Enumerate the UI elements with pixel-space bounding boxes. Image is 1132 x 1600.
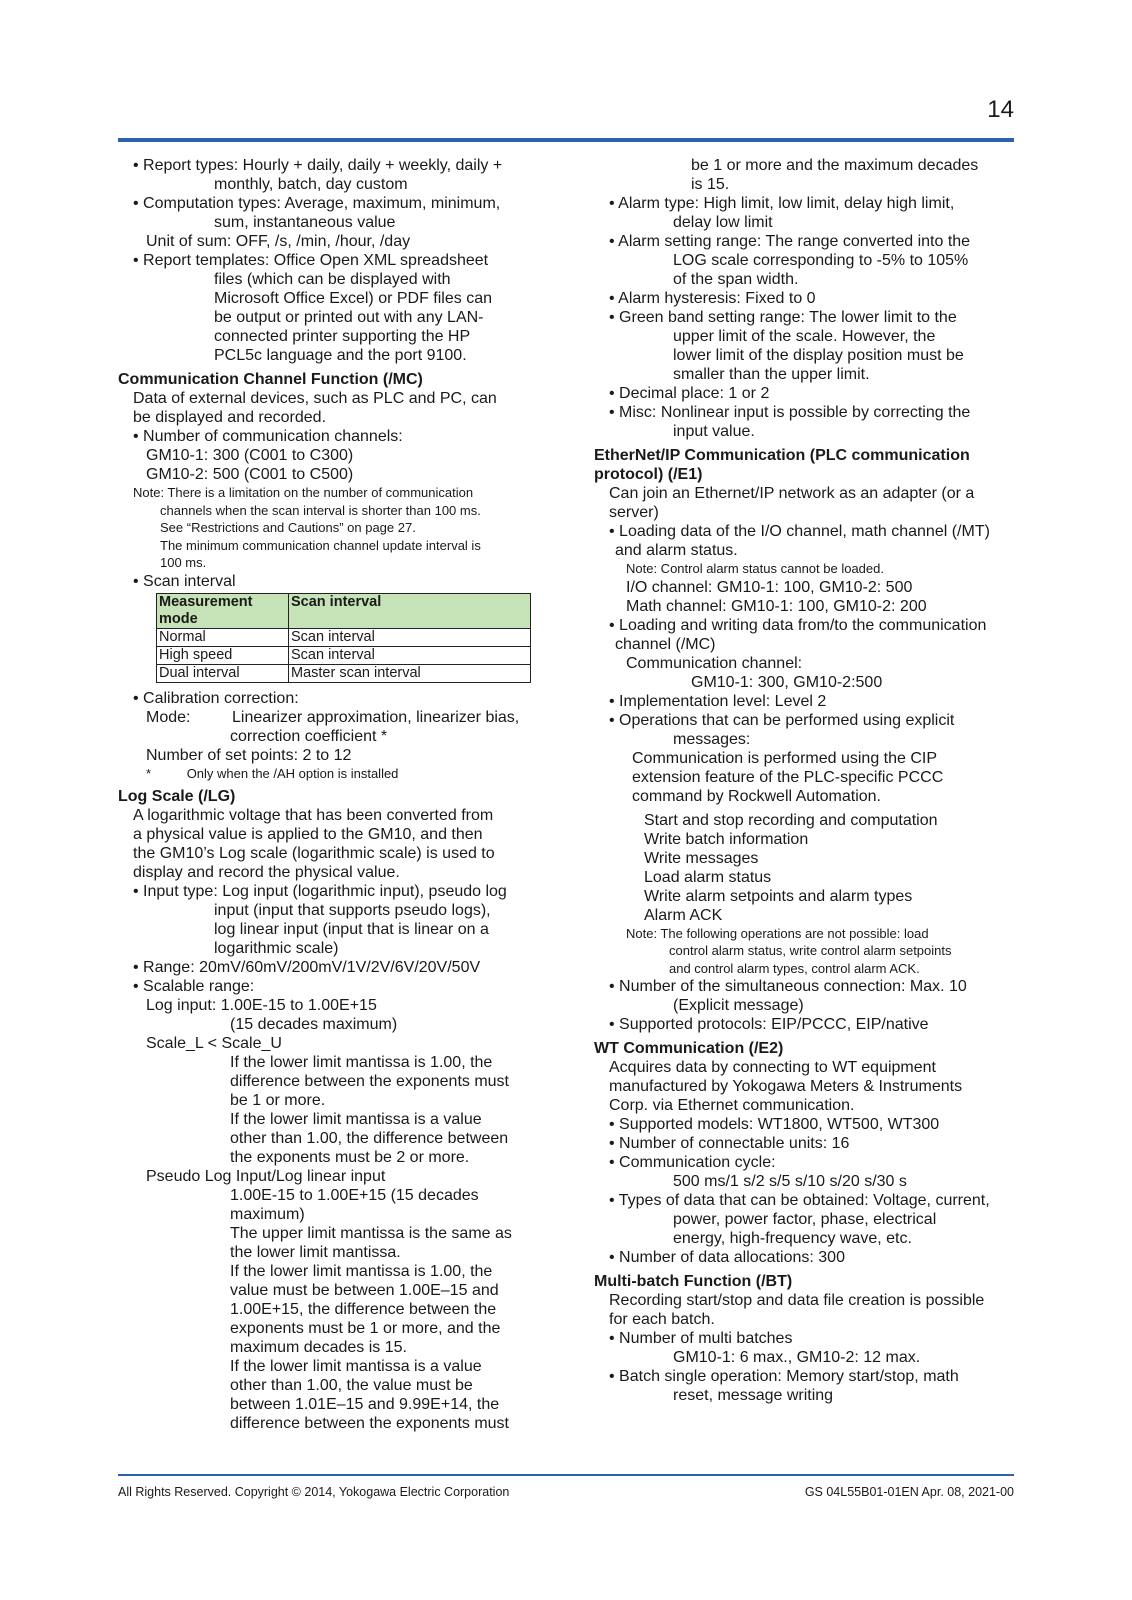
math-channel: Math channel: GM10-1: 100, GM10-2: 200 (626, 597, 927, 615)
scale-rule: If the lower limit mantissa is a value (230, 1111, 482, 1128)
operation-item: Write batch information (644, 830, 809, 848)
supported-models: • Supported models: WT1800, WT500, WT300 (609, 1116, 940, 1133)
calibration-footnote (118, 765, 548, 783)
scale-rule: the exponents must be 2 or more. (230, 1149, 470, 1166)
log-input-line: Log input: 1.00E-15 to 1.00E+15 (146, 997, 377, 1014)
footnote-text: Only when the /AH option is installed (186, 765, 399, 781)
green-band-line: lower limit of the display position must be (673, 347, 964, 364)
green-band-line: • Green band setting range: The lower limit to the (609, 309, 957, 326)
scan-interval-table (156, 593, 531, 683)
pseudo-log-rule: The upper limit mantissa is the same as (230, 1225, 512, 1242)
table-row (157, 628, 531, 646)
mc-description: Data of external devices, such as PLC and PC, can (133, 390, 497, 407)
operations-note: Note: The following operations are not possible: load (626, 925, 929, 941)
pseudo-log-rule: difference between the exponents must (230, 1415, 509, 1432)
table-cell: Scan interval (289, 628, 531, 646)
pseudo-log-heading: Pseudo Log Input/Log linear input (146, 1168, 386, 1185)
operation-item: Write alarm setpoints and alarm types (644, 887, 913, 905)
table-header: Scan interval (289, 593, 531, 628)
header-rule (118, 138, 1014, 142)
e1-heading: protocol) (/E1) (594, 466, 703, 483)
scale-rule: be 1 or more. (230, 1092, 326, 1109)
pseudo-log-rule: If the lower limit mantissa is a value (230, 1358, 482, 1375)
report-templates-line: PCL5c language and the port 9100. (214, 347, 467, 364)
simultaneous-line: (Explicit message) (673, 997, 804, 1014)
input-type-line: input (input that supports pseudo logs), (214, 902, 491, 919)
table-row (157, 664, 531, 682)
e1-description: Can join an Ethernet/IP network as an adapter (or a (609, 485, 975, 502)
implementation-level: • Implementation level: Level 2 (609, 692, 827, 710)
range-line: • Range: 20mV/60mV/200mV/1V/2V/6V/20V/50V (133, 959, 481, 976)
footer-rule (118, 1474, 1014, 1476)
pseudo-log-rule: the lower limit mantissa. (230, 1244, 401, 1261)
lg-heading: Log Scale (/LG) (118, 788, 236, 805)
right-column (594, 156, 1024, 1405)
scan-interval-bullet: • Scan interval (133, 572, 236, 590)
connectable-units: • Number of connectable units: 16 (609, 1135, 850, 1152)
alarm-hysteresis: • Alarm hysteresis: Fixed to 0 (609, 290, 816, 307)
scalable-range-bullet: • Scalable range: (133, 978, 255, 995)
mc-note: See “Restrictions and Cautions” on page 27. (160, 520, 416, 535)
mode-label: Mode: (146, 708, 191, 726)
multi-batches: • Number of multi batches (609, 1330, 793, 1347)
pseudo-log-rule: between 1.01E–15 and 9.99E+14, the (230, 1396, 500, 1413)
table-cell: High speed (157, 646, 289, 664)
decimal-place: • Decimal place: 1 or 2 (609, 385, 770, 402)
lg-description: a physical value is applied to the GM10, and then (133, 826, 483, 843)
alarm-type-line: delay low limit (673, 214, 773, 231)
lg-description: A logarithmic voltage that has been converted from (133, 807, 494, 824)
log-input-line: (15 decades maximum) (230, 1016, 398, 1033)
table-row (157, 646, 531, 664)
mode-value: Linearizer approximation, linearizer bias, (232, 708, 520, 726)
cip-description: extension feature of the PLC-specific PCCC (632, 768, 944, 786)
e2-heading: WT Communication (/E2) (594, 1040, 784, 1057)
data-types-line: power, power factor, phase, electrical (673, 1211, 937, 1228)
computation-types-line: sum, instantaneous value (214, 214, 396, 231)
loading-note: Note: Control alarm status cannot be loaded. (626, 561, 884, 576)
simultaneous-line: • Number of the simultaneous connection: Max. 10 (609, 978, 967, 995)
table-cell: Dual interval (157, 664, 289, 682)
pseudo-log-rule: maximum decades is 15. (230, 1339, 407, 1356)
scale-rule: difference between the exponents must (230, 1073, 509, 1090)
green-band-line: smaller than the upper limit. (673, 366, 870, 383)
data-allocations: • Number of data allocations: 300 (609, 1249, 845, 1266)
footer-doc-id: GS 04L55B01-01EN Apr. 08, 2021-00 (804, 1485, 1014, 1499)
operations-note: control alarm status, write control alarm setpoints (669, 943, 952, 958)
scale-rule: other than 1.00, the difference between (230, 1130, 509, 1147)
pseudo-log-rule: exponents must be 1 or more, and the (230, 1320, 501, 1337)
data-types-line: energy, high-frequency wave, etc. (673, 1230, 912, 1247)
multi-batches-value: GM10-1: 6 max., GM10-2: 12 max. (673, 1349, 921, 1366)
mc-note: channels when the scan interval is shorter than 100 ms. (160, 502, 481, 518)
alarm-range-line: LOG scale corresponding to -5% to 105% (673, 252, 969, 269)
communication-cycle-value: 500 ms/1 s/2 s/5 s/10 s/20 s/30 s (673, 1173, 907, 1190)
e2-description: manufactured by Yokogawa Meters & Instruments (609, 1078, 963, 1095)
operations-note: and control alarm types, control alarm ACK. (669, 960, 920, 976)
input-type-line: logarithmic scale) (214, 940, 339, 957)
table-cell: Scan interval (289, 646, 531, 664)
input-type-line: • Input type: Log input (logarithmic input), pseudo log (133, 883, 507, 900)
comm-channel-value: GM10-1: 300, GM10-2:500 (691, 673, 883, 691)
operations-line: messages: (673, 730, 751, 748)
report-templates-line: be output or printed out with any LAN- (214, 309, 484, 326)
left-column (118, 156, 548, 1433)
green-band-line: upper limit of the scale. However, the (673, 328, 936, 345)
operation-item: Alarm ACK (644, 906, 723, 924)
mc-gm10-2: GM10-2: 500 (C001 to C500) (146, 466, 354, 483)
communication-cycle: • Communication cycle: (609, 1154, 776, 1171)
operation-item: Write messages (644, 849, 759, 867)
table-cell: Master scan interval (289, 664, 531, 682)
cip-description: Communication is performed using the CIP (632, 749, 938, 767)
pseudo-log-rule: If the lower limit mantissa is 1.00, the (230, 1263, 493, 1280)
table-header: Measurement mode (157, 593, 289, 628)
report-types-line: • Report types: Hourly + daily, daily + weekly, daily + (133, 157, 503, 174)
pseudo-log-cont: is 15. (691, 176, 730, 193)
footer-copyright: All Rights Reserved. Copyright © 2014, Yokogawa Electric Corporation (118, 1485, 510, 1499)
e1-description: server) (609, 504, 659, 521)
unit-of-sum: Unit of sum: OFF, /s, /min, /hour, /day (146, 233, 411, 250)
calibration-points: Number of set points: 2 to 12 (146, 746, 352, 764)
report-types-line: monthly, batch, day custom (214, 176, 408, 193)
lg-description: display and record the physical value. (133, 864, 400, 881)
pseudo-log-rule: 1.00E+15, the difference between the (230, 1301, 497, 1318)
misc-line: • Misc: Nonlinear input is possible by correcting the (609, 404, 971, 421)
e2-description: Acquires data by connecting to WT equipment (609, 1059, 936, 1076)
alarm-range-line: of the span width. (673, 271, 799, 288)
operations-line: • Operations that can be performed using explicit (609, 711, 955, 729)
alarm-range-line: • Alarm setting range: The range converted into the (609, 233, 971, 250)
computation-types-line: • Computation types: Average, maximum, minimum, (133, 195, 501, 212)
pseudo-log-rule: value must be between 1.00E–15 and (230, 1282, 499, 1299)
data-types-line: • Types of data that can be obtained: Voltage, current, (609, 1192, 990, 1209)
operation-item: Start and stop recording and computation (644, 811, 938, 829)
table-cell: Normal (157, 628, 289, 646)
input-type-line: log linear input (input that is linear on a (214, 921, 489, 938)
mc-heading: Communication Channel Function (/MC) (118, 371, 423, 388)
footnote-asterisk: * (146, 765, 152, 781)
mc-gm10-1: GM10-1: 300 (C001 to C300) (146, 447, 354, 464)
pseudo-log-rule: 1.00E-15 to 1.00E+15 (15 decades (230, 1187, 479, 1204)
alarm-type-line: • Alarm type: High limit, low limit, delay high limit, (609, 195, 955, 212)
batch-single-line: reset, message writing (673, 1387, 834, 1404)
page-number: 14 (987, 96, 1014, 123)
report-templates-line: files (which can be displayed with (214, 271, 451, 288)
bt-heading: Multi-batch Function (/BT) (594, 1273, 793, 1290)
cip-description: command by Rockwell Automation. (632, 787, 881, 805)
mc-note: 100 ms. (160, 555, 207, 570)
supported-protocols: • Supported protocols: EIP/PCCC, EIP/native (609, 1016, 929, 1033)
lg-description: the GM10’s Log scale (logarithmic scale) is used to (133, 845, 495, 862)
misc-line: input value. (673, 423, 755, 440)
comm-channel: Communication channel: (626, 654, 803, 672)
calibration-bullet: • Calibration correction: (133, 689, 299, 707)
loading-line: • Loading data of the I/O channel, math channel (/MT) (609, 523, 990, 540)
operation-item: Load alarm status (644, 868, 772, 886)
pseudo-log-cont: be 1 or more and the maximum decades (691, 157, 979, 174)
mc-note: Note: There is a limitation on the number of communication (133, 485, 474, 500)
report-templates-line: • Report templates: Office Open XML spreadsheet (133, 252, 489, 269)
mc-channels-bullet: • Number of communication channels: (133, 428, 403, 445)
pseudo-log-rule: other than 1.00, the value must be (230, 1377, 473, 1394)
load-write-line: channel (/MC) (615, 635, 716, 653)
report-templates-line: Microsoft Office Excel) or PDF files can (214, 290, 492, 307)
bt-description: Recording start/stop and data file creation is possible (609, 1292, 985, 1309)
bt-description: for each batch. (609, 1311, 715, 1328)
table-header-row (157, 593, 531, 628)
report-templates-line: connected printer supporting the HP (214, 328, 471, 345)
calibration-mode-cont: correction coefficient * (230, 727, 388, 745)
scale-lu: Scale_L < Scale_U (146, 1035, 282, 1052)
loading-line: and alarm status. (615, 542, 738, 559)
e2-description: Corp. via Ethernet communication. (609, 1097, 855, 1114)
batch-single-line: • Batch single operation: Memory start/stop, math (609, 1368, 959, 1385)
e1-heading: EtherNet/IP Communication (PLC communication (594, 447, 970, 464)
mc-description: be displayed and recorded. (133, 409, 327, 426)
scale-rule: If the lower limit mantissa is 1.00, the (230, 1054, 493, 1071)
pseudo-log-rule: maximum) (230, 1206, 305, 1223)
calibration-mode (118, 708, 548, 727)
io-channel: I/O channel: GM10-1: 100, GM10-2: 500 (626, 578, 913, 596)
load-write-line: • Loading and writing data from/to the communication (609, 616, 987, 634)
mc-note: The minimum communication channel update interval is (160, 537, 481, 553)
